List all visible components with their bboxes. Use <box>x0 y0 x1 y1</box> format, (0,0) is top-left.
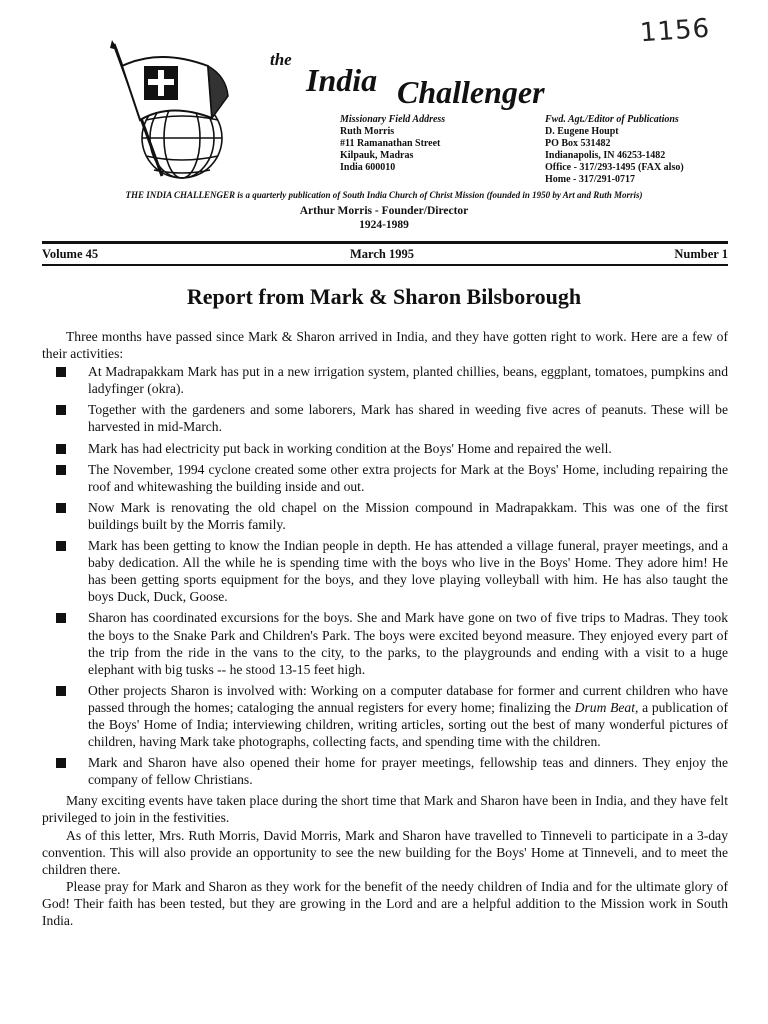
list-item-text: The November, 1994 cyclone created some other extra projects for Mark at the Boys' Home, including repairing the roof and whitewashing the building inside and out. <box>88 461 728 494</box>
list-item-text: Sharon has coordinated excursions for the boys. She and Mark have gone on two of five trips to Madras. They took the boys to the Snake Park and Children's Park. The boys were excited beyond measure. They enjoyed every part of the trip from the ride in the vans to the city, to the parks, to the playgrounds and ending with a visit to a huge elephant with big tusks -- he stood 13-15 feet high. <box>88 610 728 677</box>
field-address-heading: Missionary Field Address <box>340 114 446 125</box>
editor-address-line: Home - 317/291-0717 <box>545 174 635 185</box>
masthead-the: the <box>270 50 292 69</box>
editor-address-line: Indianapolis, IN 46253-1482 <box>545 150 666 161</box>
bullet-square-icon <box>56 503 66 513</box>
body-paragraph: Many exciting events have taken place during the short time that Mark and Sharon have been in India, and they have felt privileged to join in the festivities. <box>42 793 728 826</box>
field-address-block <box>340 114 445 174</box>
bullet-square-icon <box>56 444 66 454</box>
field-address-line: India 600010 <box>340 162 396 173</box>
article-headline: Report from Mark & Sharon Bilsborough <box>186 284 582 309</box>
list-item-text: Together with the gardeners and some laborers, Mark has shared in weeding five acres of peanuts. These will be harvested in mid-March. <box>88 402 728 435</box>
body-paragraph: Please pray for Mark and Sharon as they work for the benefit of the needy children of India and for the ultimate glory of God! Their faith has been tested, but they are growing in the Lord and are a helpful addition to the Mission work in South India. <box>42 878 728 928</box>
bullet-square-icon <box>56 367 66 377</box>
bullet-square-icon <box>56 686 66 696</box>
bullet-square-icon <box>56 465 66 475</box>
list-item <box>42 461 728 495</box>
activity-list <box>42 363 728 788</box>
masthead-challenger: Challenger <box>397 74 545 110</box>
list-item-text: Mark has been getting to know the Indian people in depth. He has attended a village funeral, prayer meetings, and a baby dedication. All the while he is spending time with the boys who live in the Boys' Home. They adore him! He has been getting sports equipment for the boys, and they love playing volleyball with him. He has also taught the boys Duck, Duck, Goose. <box>88 538 728 605</box>
list-item-text-after: , a publication of the Boys' Home of India; interviewing children, writing articles, sorting out the best of many wonderful pictures of children, having Mark take photographs, collecting facts, and spending time with the children. <box>88 699 728 750</box>
list-item-text: Mark and Sharon have also opened their home for prayer meetings, fellowship teas and dinners. They enjoy the company of fellow Christians. <box>88 755 728 788</box>
bullet-square-icon <box>56 613 66 623</box>
field-address-line: #11 Ramanathan Street <box>340 138 441 149</box>
list-item <box>42 363 728 397</box>
issue-date: March 1995 <box>350 247 414 261</box>
editor-address-line: D. Eugene Houpt <box>545 126 619 137</box>
list-item <box>42 440 728 457</box>
list-item <box>42 401 728 435</box>
list-item <box>42 499 728 533</box>
issue-info-bar <box>42 241 728 266</box>
bullet-square-icon <box>56 541 66 551</box>
list-item <box>42 537 728 605</box>
founder-years: 1924-1989 <box>359 219 409 231</box>
editor-address-line: PO Box 531482 <box>545 138 611 149</box>
article-body <box>42 328 728 929</box>
list-item <box>42 682 728 750</box>
publication-tagline: THE INDIA CHALLENGER is a quarterly publication of South India Church of Christ Mission (founded in 1950 by Art and Ruth Morris) <box>125 190 643 200</box>
bullet-square-icon <box>56 758 66 768</box>
list-item-text: Now Mark is renovating the old chapel on the Mission compound in Madrapakkam. This was one of the first buildings built by the Morris family. <box>88 499 728 532</box>
masthead-india: India <box>306 62 378 98</box>
body-paragraph: As of this letter, Mrs. Ruth Morris, David Morris, Mark and Sharon have travelled to Tinneveli to participate in a 3-day convention. This will also provide an opportunity to see the new building for the Boys' Home at Tinneveli, and to meet the children there. <box>42 827 728 877</box>
editor-address-block <box>545 114 684 186</box>
bullet-square-icon <box>56 405 66 415</box>
handwritten-page-number: 1156 <box>639 13 712 49</box>
intro-paragraph: Three months have passed since Mark & Sharon arrived in India, and they have gotten right to work. Here are a few of their activities: <box>42 329 728 362</box>
issue-number: Number 1 <box>674 247 728 261</box>
volume-label: Volume 45 <box>42 247 99 261</box>
list-item-text: Mark has had electricity put back in working condition at the Boys' Home and repaired the well. <box>88 440 612 456</box>
founder-block <box>0 204 768 232</box>
drum-beat-title: Drum Beat <box>574 699 635 715</box>
globe-flag-logo-icon <box>100 36 250 186</box>
field-address-line: Kilpauk, Madras <box>340 150 414 161</box>
list-item <box>42 609 728 677</box>
editor-address-heading: Fwd. Agt./Editor of Publications <box>545 114 679 125</box>
founder-name: Arthur Morris - Founder/Director <box>299 205 469 217</box>
list-item-text: At Madrapakkam Mark has put in a new irrigation system, planted chillies, beans, eggplant, tomatoes, pumpkins and ladyfinger (okra). <box>88 364 728 397</box>
list-item-text-before: Other projects Sharon is involved with: Working on a computer database for former and current children who have passed through the homes; cataloging the annual registers for every home; finalizing the <box>88 682 728 715</box>
editor-address-line: Office - 317/293-1495 (FAX also) <box>545 162 684 173</box>
list-item <box>42 754 728 788</box>
field-address-line: Ruth Morris <box>340 126 395 137</box>
